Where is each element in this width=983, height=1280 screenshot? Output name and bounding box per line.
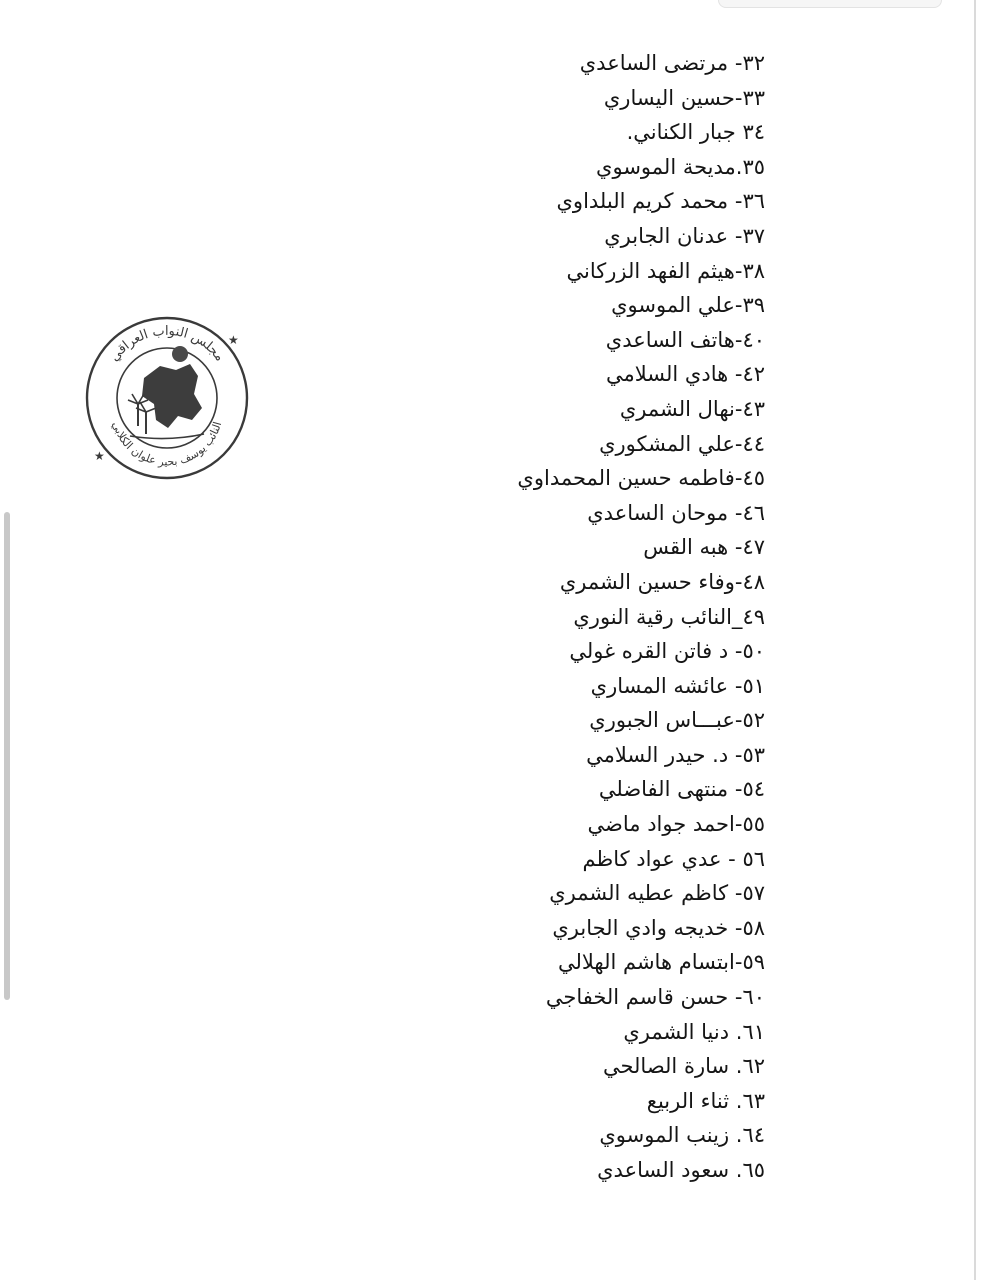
top-tab-edge xyxy=(718,0,942,8)
list-item: ٥٥-احمد جواد ماضي xyxy=(587,812,765,837)
list-item: ٣٩-علي الموسوي xyxy=(611,293,765,318)
list-item: ٣٧- عدنان الجابري xyxy=(604,223,765,248)
seal-star-icon: ★ xyxy=(94,449,105,463)
list-item: ٦١. دنيا الشمري xyxy=(623,1019,765,1044)
list-item: ٦٤. زينب الموسوي xyxy=(599,1123,765,1148)
list-item: ٤٢- هادي السلامي xyxy=(605,362,765,387)
list-item: ٦٣. ثناء الربيع xyxy=(646,1088,765,1113)
list-item: ٥٠- د فاتن القره غولي xyxy=(569,639,765,664)
list-item: ٥٩-ابتسام هاشم الهلالي xyxy=(557,950,765,975)
list-item: ٦٠- حسن قاسم الخفاجي xyxy=(545,985,765,1010)
list-item: ٤٦- موحان الساعدي xyxy=(587,500,765,525)
iraq-map-emblem-icon xyxy=(128,346,204,439)
list-item: ٥١- عائشه المساري xyxy=(590,673,765,698)
list-item: ٦٢. سارة الصالحي xyxy=(602,1054,765,1079)
list-item: ٤٩_النائب رقية النوري xyxy=(573,604,765,629)
list-item: ٥٤- منتهى الفاضلي xyxy=(598,777,765,802)
list-item: ٣٢- مرتضى الساعدي xyxy=(579,51,765,75)
list-item: ٤٤-علي المشكوري xyxy=(599,431,765,456)
list-item: ٤٠-هاتف الساعدي xyxy=(605,327,765,352)
list-item: ٥٦ - عدي عواد كاظم xyxy=(582,846,765,871)
list-item: ٤٨-وفاء حسين الشمري xyxy=(559,569,765,594)
list-item: ٣٣-حسين اليساري xyxy=(603,85,765,110)
scrollbar-thumb[interactable] xyxy=(4,512,10,1000)
list-item: ٥٨- خديجه وادي الجابري xyxy=(552,915,765,940)
seal-outer-text: مجلس النواب العراقي xyxy=(107,323,228,365)
list-item: ٥٧- كاظم عطيه الشمري xyxy=(549,881,765,906)
list-item: ٣٦- محمد كريم البلداوي xyxy=(556,189,765,214)
names-list xyxy=(345,46,765,1188)
official-seal-stamp xyxy=(82,308,252,486)
list-item: ٥٣- د. حيدر السلامي xyxy=(586,742,765,767)
list-item: ٤٥-فاطمه حسين المحمداوي xyxy=(517,466,765,491)
list-item: ٤٣-نهال الشمري xyxy=(619,396,765,421)
seal-inner-text: النائب يوسف بحير علوان الكلابي xyxy=(109,419,225,469)
list-item: ٣٤ جبار الكناني. xyxy=(626,120,765,145)
seal-star-icon: ★ xyxy=(228,333,239,347)
list-item: ٤٧- هبه القس xyxy=(643,535,765,560)
page-edge-line xyxy=(974,0,976,1280)
list-item: ٣٨-هيثم الفهد الزركاني xyxy=(566,258,765,283)
list-item: ٥٢-عبـــاس الجبوري xyxy=(589,708,765,733)
list-item: ٦٥. سعود الساعدي xyxy=(597,1158,765,1182)
list-item: ٣٥.مديحة الموسوي xyxy=(596,154,765,179)
